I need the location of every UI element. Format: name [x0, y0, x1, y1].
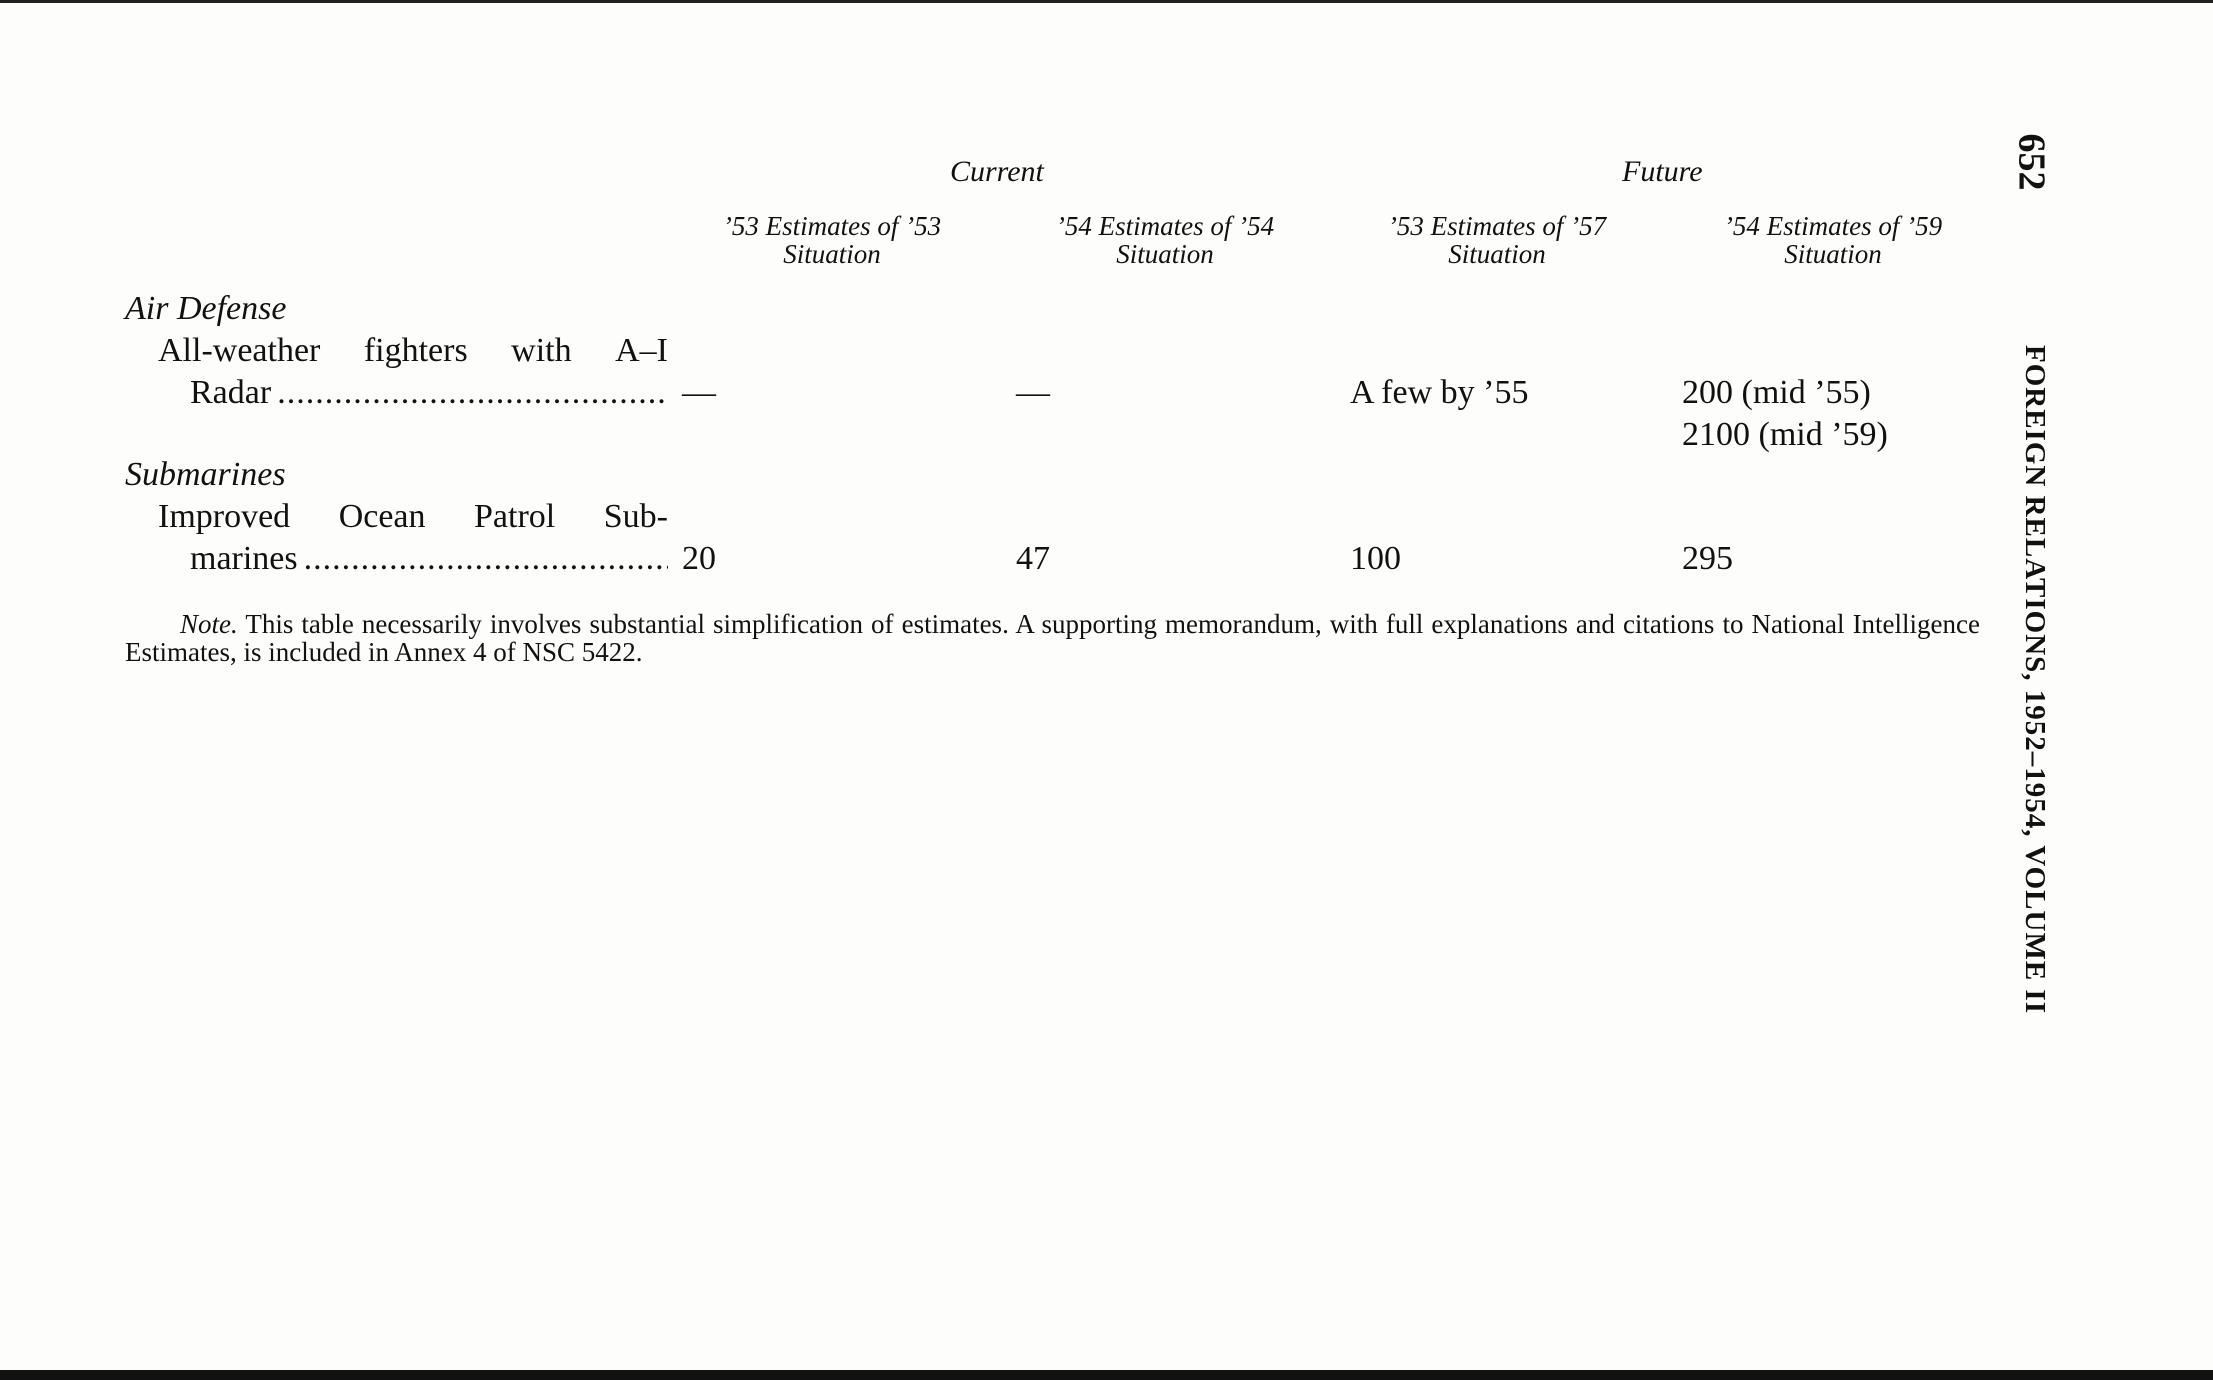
- cell-air-defense-col3: A few by ’55: [1350, 374, 1529, 411]
- page-bottom-border: [0, 1370, 2213, 1380]
- group-header-future: Future: [1622, 155, 1703, 188]
- row-label-ocean-patrol-submarines: [158, 496, 668, 580]
- label-word: Ocean: [338, 498, 426, 535]
- column-header-3: [1337, 212, 1657, 268]
- column-header-4: [1673, 212, 1993, 268]
- column-header-1-line2: Situation: [783, 239, 881, 269]
- cell-air-defense-col2: —: [1016, 374, 1050, 411]
- cell-air-defense-col1: —: [682, 374, 716, 411]
- row-label-line1: [158, 496, 668, 538]
- dot-leader: [277, 372, 668, 414]
- cell-air-defense-col4-extra: 2100 (mid ’59): [1682, 416, 1888, 453]
- cell-submarines-col4: 295: [1682, 540, 1733, 577]
- column-header-3-line1: ’53 Estimates of ’57: [1387, 211, 1607, 241]
- table-note: [125, 610, 1980, 666]
- column-header-2-line1: ’54 Estimates of ’54: [1055, 211, 1275, 241]
- label-word: Patrol: [474, 498, 556, 535]
- cell-submarines-col1: 20: [682, 540, 716, 577]
- column-header-3-line2: Situation: [1448, 239, 1546, 269]
- category-submarines: Submarines: [125, 456, 286, 493]
- page-top-border: [0, 0, 2213, 3]
- column-header-4-line2: Situation: [1784, 239, 1882, 269]
- category-air-defense: Air Defense: [125, 290, 287, 327]
- label-word: marines: [190, 540, 298, 577]
- note-text: This table necessarily involves substantial simplification of estimates. A supporting memorandum, with full explanations and citations to National Intelligence Estimates, is included in Annex 4 of NSC 5422.: [125, 609, 1981, 667]
- column-header-1-line1: ’53 Estimates of ’53: [722, 211, 942, 241]
- label-word: Improved: [158, 498, 291, 535]
- group-header-current: Current: [950, 155, 1044, 188]
- note-label: Note.: [180, 609, 238, 639]
- row-label-line2: [158, 538, 668, 580]
- label-word: All-weather: [158, 332, 321, 369]
- label-word: with: [511, 332, 572, 369]
- cell-air-defense-col4: 200 (mid ’55): [1682, 374, 1871, 411]
- label-word: fighters: [363, 332, 468, 369]
- row-label-line1: [158, 330, 668, 372]
- dot-leader: [304, 538, 668, 580]
- label-word: Sub-: [603, 498, 668, 535]
- label-word: A–I: [615, 332, 668, 369]
- column-header-2-line2: Situation: [1116, 239, 1214, 269]
- row-label-all-weather-fighters: [158, 330, 668, 414]
- label-word: Radar: [190, 374, 272, 411]
- cell-submarines-col2: 47: [1016, 540, 1050, 577]
- page-number: 652: [2010, 133, 2053, 191]
- cell-submarines-col3: 100: [1350, 540, 1401, 577]
- column-header-1: [672, 212, 992, 268]
- column-header-2: [1005, 212, 1325, 268]
- row-label-line2: [158, 372, 668, 414]
- column-header-4-line1: ’54 Estimates of ’59: [1723, 211, 1943, 241]
- running-head: FOREIGN RELATIONS, 1952–1954, VOLUME II: [2019, 345, 2051, 1014]
